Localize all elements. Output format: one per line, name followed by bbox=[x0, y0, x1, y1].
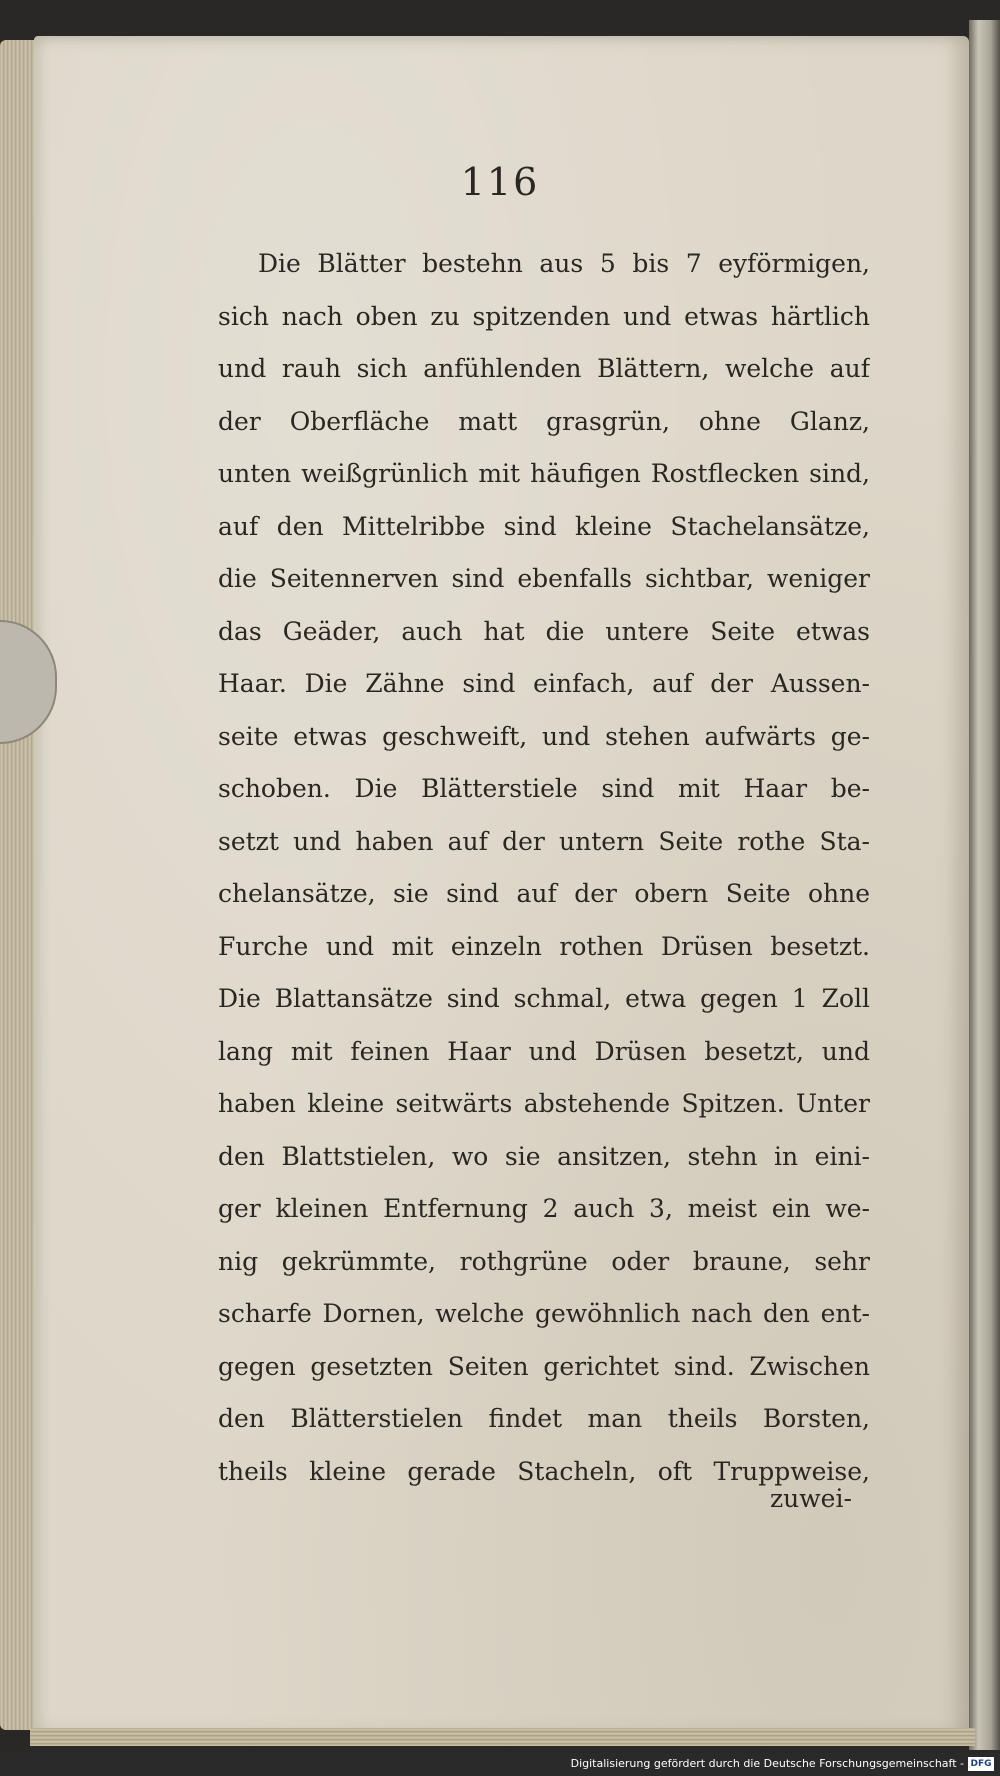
text-line: nig gekrümmte, rothgrüne oder braune, sehr bbox=[218, 1246, 870, 1276]
text-line: haben kleine seitwärts abstehende Spitzen. Unter bbox=[218, 1089, 870, 1118]
page-number: 116 bbox=[460, 160, 540, 204]
text-line: gegen gesetzten Seiten gerichtet sind. Zwischen bbox=[218, 1351, 870, 1381]
text-line: Die Blätter bestehn aus 5 bis 7 eyförmigen, bbox=[258, 249, 870, 278]
text-line: auf den Mittelribbe sind kleine Stachelansätze, bbox=[218, 511, 870, 541]
text-line: unten weißgrünlich mit häufigen Rostflecken sind, bbox=[218, 459, 870, 488]
text-line: scharfe Dornen, welche gewöhnlich nach den ent- bbox=[218, 1299, 870, 1328]
text-line: und rauh sich anfühlenden Blättern, welche auf bbox=[218, 354, 870, 383]
text-line: seite etwas geschweift, und stehen aufwärts ge- bbox=[218, 721, 870, 751]
text-line: der Oberfläche matt grasgrün, ohne Glanz, bbox=[218, 406, 870, 436]
footer-credit: Digitalisierung gefördert durch die Deutsche Forschungsgemeinschaft - bbox=[570, 1757, 964, 1770]
dfg-logo-icon: DFG bbox=[968, 1757, 994, 1771]
text-line: sich nach oben zu spitzenden und etwas härtlich bbox=[218, 301, 870, 331]
text-line: das Geäder, auch hat die untere Seite etwas bbox=[218, 616, 870, 646]
text-line: Furche und mit einzeln rothen Drüsen besetzt. bbox=[218, 931, 870, 961]
page-stack-bottom-edge bbox=[30, 1728, 975, 1746]
text-line: Haar. Die Zähne sind einfach, auf der Aussen- bbox=[218, 669, 870, 698]
text-line: die Seitennerven sind ebenfalls sichtbar, weniger bbox=[218, 564, 870, 593]
body-text bbox=[218, 238, 870, 1498]
text-line: ger kleinen Entfernung 2 auch 3, meist ein we- bbox=[218, 1194, 870, 1223]
text-line: setzt und haben auf der untern Seite rothe Sta- bbox=[218, 826, 870, 856]
text-line: Die Blattansätze sind schmal, etwa gegen 1 Zoll bbox=[218, 984, 870, 1013]
text-line: schoben. Die Blätterstiele sind mit Haar be- bbox=[218, 774, 870, 803]
catchword: zuwei- bbox=[770, 1484, 852, 1513]
text-line: den Blattstielen, wo sie ansitzen, stehn in eini- bbox=[218, 1141, 870, 1171]
text-line: theils kleine gerade Stacheln, oft Truppweise, bbox=[218, 1456, 870, 1486]
text-line: lang mit feinen Haar und Drüsen besetzt, und bbox=[218, 1036, 870, 1066]
book-spine-edge bbox=[969, 20, 1000, 1750]
text-line: chelansätze, sie sind auf der obern Seite ohne bbox=[218, 879, 870, 908]
text-line: den Blätterstielen findet man theils Borsten, bbox=[218, 1404, 870, 1433]
